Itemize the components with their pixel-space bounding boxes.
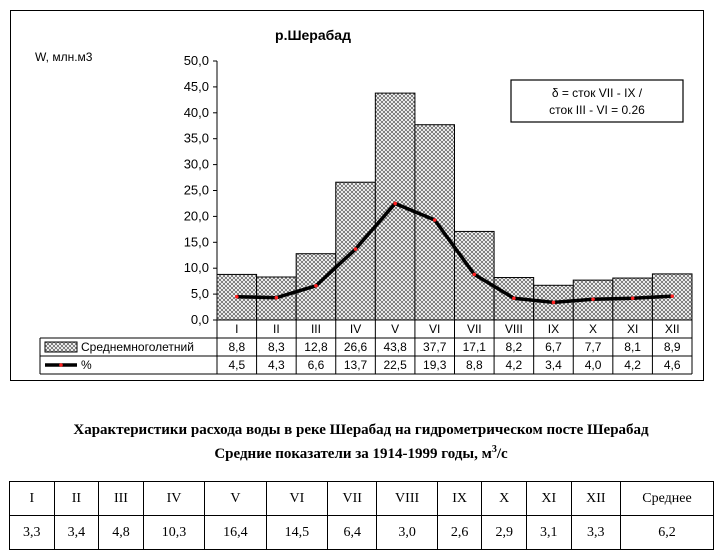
x-tick-label: VI bbox=[429, 322, 441, 336]
annotation-line-1: δ = сток VII - IX / bbox=[551, 86, 643, 100]
y-tick-label: 30,0 bbox=[183, 156, 209, 172]
table-value-cell: 2,6 bbox=[437, 516, 482, 550]
caption-subtitle: Средние показатели за 1914-1999 годы, $м^3/с$ bbox=[214, 444, 508, 462]
x-tick-label: IX bbox=[547, 322, 560, 336]
bar-V bbox=[375, 93, 415, 320]
percent-value-label: 22,5 bbox=[383, 358, 407, 372]
y-tick-label: 0,0 bbox=[190, 312, 209, 327]
legend-bar-swatch bbox=[45, 342, 77, 352]
table-value-cell: 2,9 bbox=[482, 516, 527, 550]
percent-value-label: 4,0 bbox=[584, 358, 602, 372]
table-value-cell: 16,4 bbox=[205, 516, 266, 550]
percent-point-X bbox=[591, 297, 595, 301]
bar-value-label: 17,1 bbox=[462, 340, 486, 354]
table-value-cell: 3,3 bbox=[10, 516, 55, 550]
percent-value-label: 19,3 bbox=[423, 358, 447, 372]
table-header-cell: XII bbox=[571, 482, 620, 516]
table-header-cell: VI bbox=[266, 482, 327, 516]
table-value-cell: 4,8 bbox=[99, 516, 144, 550]
table-value-cell: 10,3 bbox=[143, 516, 204, 550]
legend-line-label: % bbox=[81, 358, 92, 372]
annotation-line-2: сток III - VI = 0.26 bbox=[549, 103, 645, 117]
percent-point-VIII bbox=[512, 296, 516, 300]
x-tick-label: VIII bbox=[504, 322, 523, 336]
x-tick-label: I bbox=[235, 322, 239, 336]
table-header-row bbox=[10, 482, 714, 516]
percent-value-label: 4,2 bbox=[624, 358, 641, 372]
percent-point-VII bbox=[472, 273, 476, 277]
legend-line-marker bbox=[59, 363, 63, 367]
percent-point-IV bbox=[354, 247, 358, 251]
percent-value-label: 4,5 bbox=[228, 358, 246, 372]
bar-value-label: 26,6 bbox=[343, 340, 368, 354]
y-tick-label: 15,0 bbox=[183, 234, 209, 250]
bar-value-label: 8,1 bbox=[624, 340, 641, 354]
y-tick-label: 50,0 bbox=[183, 53, 209, 68]
annotation-box bbox=[511, 80, 683, 122]
table-value-cell: 6,4 bbox=[328, 516, 377, 550]
caption-title: Характеристики расхода воды в реке Шерабад на гидрометрическом посте Шерабад bbox=[73, 422, 649, 438]
percent-point-XI bbox=[631, 296, 635, 300]
table-value-cell: 3,0 bbox=[377, 516, 438, 550]
y-tick-label: 10,0 bbox=[183, 260, 209, 276]
table-header-cell: Среднее bbox=[621, 482, 714, 516]
bar-value-label: 7,7 bbox=[584, 340, 602, 354]
percent-point-III bbox=[314, 284, 318, 288]
x-tick-label: X bbox=[589, 322, 598, 336]
table-header-cell: VIII bbox=[377, 482, 438, 516]
table-header-cell: IX bbox=[437, 482, 482, 516]
percent-point-II bbox=[275, 296, 279, 300]
percent-value-label: 4,2 bbox=[505, 358, 523, 372]
percent-point-V bbox=[393, 202, 397, 206]
x-tick-label: IV bbox=[349, 322, 362, 336]
percent-point-VI bbox=[433, 218, 437, 222]
table-header-cell: I bbox=[10, 482, 55, 516]
x-tick-label: V bbox=[391, 322, 400, 336]
table-value-cell: 6,2 bbox=[621, 516, 714, 550]
chart-title: р.Шерабад bbox=[275, 27, 351, 43]
y-tick-label: 20,0 bbox=[183, 208, 209, 224]
y-axis-label: W, млн.м3 bbox=[35, 50, 93, 64]
table-values-row bbox=[10, 516, 714, 550]
bar-value-label: 8,9 bbox=[663, 340, 681, 354]
bar-value-label: 8,3 bbox=[268, 340, 285, 354]
y-tick-label: 35,0 bbox=[183, 130, 209, 146]
x-tick-label: XII bbox=[664, 322, 680, 336]
y-tick-label: 25,0 bbox=[183, 182, 209, 198]
y-tick-label: 45,0 bbox=[183, 78, 209, 94]
x-tick-label: III bbox=[310, 322, 321, 336]
bar-value-label: 6,7 bbox=[545, 340, 562, 354]
table-header-cell: III bbox=[99, 482, 144, 516]
percent-value-label: 8,8 bbox=[465, 358, 483, 372]
percent-value-label: 13,7 bbox=[343, 358, 368, 372]
table-header-cell: VII bbox=[328, 482, 377, 516]
x-tick-label: VII bbox=[466, 322, 482, 336]
table-header-cell: XI bbox=[527, 482, 572, 516]
bar-value-label: 43,8 bbox=[383, 340, 407, 354]
table-header-cell: IV bbox=[143, 482, 204, 516]
x-tick-label: II bbox=[273, 322, 280, 336]
legend-bar-label: Среднемноголетний bbox=[81, 340, 194, 354]
percent-point-XII bbox=[670, 294, 674, 298]
percent-point-IX bbox=[552, 301, 556, 305]
percent-value-label: 3,4 bbox=[545, 358, 562, 372]
percent-point-I bbox=[235, 295, 239, 299]
table-header-cell: V bbox=[205, 482, 266, 516]
table-value-cell: 3,4 bbox=[54, 516, 99, 550]
table-value-cell: 3,1 bbox=[527, 516, 572, 550]
bar-value-label: 8,8 bbox=[228, 340, 246, 354]
x-tick-label: XI bbox=[626, 322, 639, 336]
y-tick-label: 5,0 bbox=[190, 286, 209, 302]
bar-value-label: 12,8 bbox=[304, 340, 328, 354]
bar-value-label: 37,7 bbox=[423, 340, 447, 354]
percent-value-label: 6,6 bbox=[307, 358, 325, 372]
table-value-cell: 3,3 bbox=[571, 516, 620, 550]
y-tick-label: 40,0 bbox=[183, 104, 209, 120]
discharge-table bbox=[9, 481, 714, 550]
percent-value-label: 4,6 bbox=[663, 358, 681, 372]
percent-value-label: 4,3 bbox=[268, 358, 285, 372]
bar-value-label: 8,2 bbox=[505, 340, 523, 354]
table-header-cell: X bbox=[482, 482, 527, 516]
table-value-cell: 14,5 bbox=[266, 516, 327, 550]
table-header-cell: II bbox=[54, 482, 99, 516]
